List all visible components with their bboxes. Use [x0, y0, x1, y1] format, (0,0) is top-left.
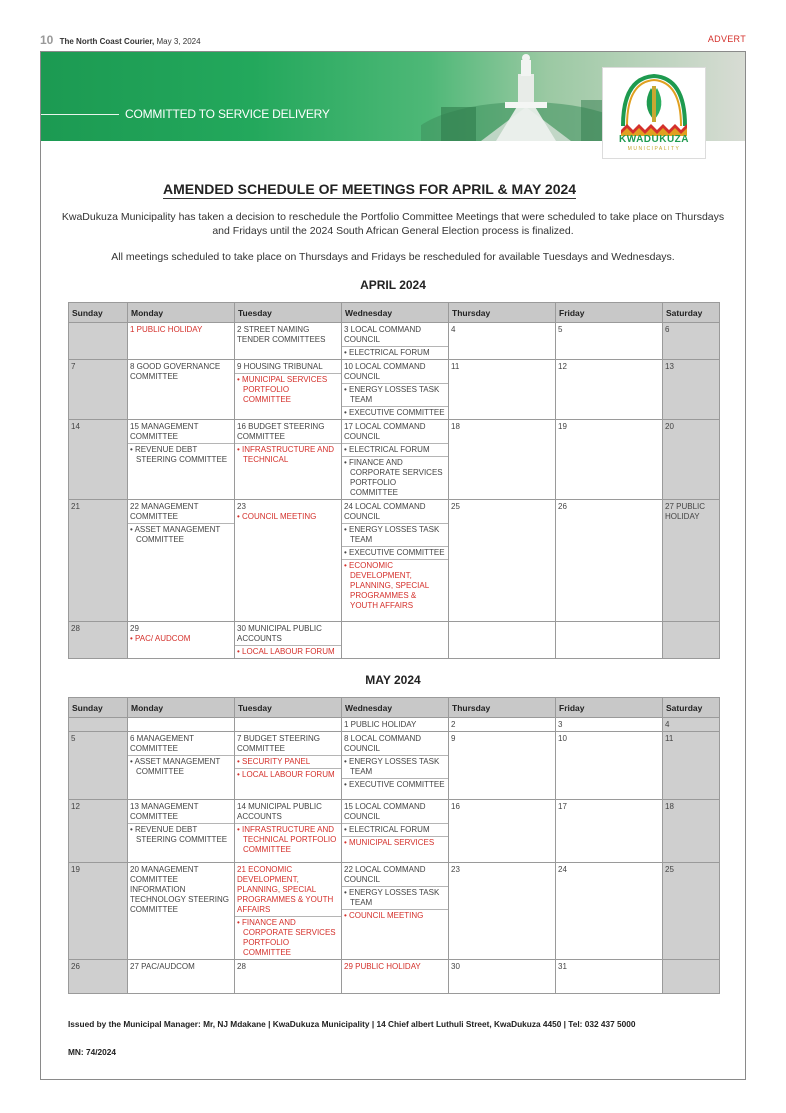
- item-divider: [342, 778, 448, 779]
- intro-note: All meetings scheduled to take place on Thursdays and Fridays be rescheduled for available Tuesdays and Wednesdays.: [111, 251, 675, 263]
- meeting-item: INFORMATION TECHNOLOGY STEERING COMMITTEE: [130, 885, 229, 914]
- meeting-item: • PAC/ AUDCOM: [130, 634, 191, 643]
- day-cell-monday: [128, 360, 235, 420]
- may-day-header-row: [69, 698, 720, 718]
- day-cell-tuesday: [235, 732, 342, 800]
- meeting-item: • EXECUTIVE COMMITTEE: [344, 408, 445, 417]
- day-entry: 19: [71, 865, 80, 874]
- logo-subtitle: MUNICIPALITY: [627, 146, 681, 152]
- day-entry: 8 LOCAL COMMAND COUNCIL: [344, 734, 422, 753]
- day-entry: 2 STREET NAMING TENDER COMMITTEES: [237, 325, 326, 344]
- day-entry: 22 LOCAL COMMAND COUNCIL: [344, 865, 426, 884]
- meeting-item: • ASSET MANAGEMENT COMMITTEE: [130, 757, 221, 776]
- item-divider: [342, 443, 448, 444]
- meeting-item: • EXECUTIVE COMMITTEE: [344, 548, 445, 557]
- meeting-item: • LOCAL LABOUR FORUM: [237, 647, 335, 656]
- meeting-item: • ENERGY LOSSES TASK TEAM: [344, 757, 440, 776]
- day-cell-friday: [556, 718, 663, 732]
- day-entry: 14 MUNICIPAL PUBLIC ACCOUNTS: [237, 802, 322, 821]
- april-calendar: [68, 302, 720, 659]
- day-cell-saturday: [663, 420, 720, 500]
- april-day-header-row: [69, 303, 720, 323]
- day-cell-saturday: [663, 500, 720, 622]
- day-entry: 15 LOCAL COMMAND COUNCIL: [344, 802, 426, 821]
- day-header-monday: Monday: [128, 303, 235, 323]
- day-header-wednesday: Wednesday: [342, 303, 449, 323]
- logo-emblem-icon: [611, 70, 697, 136]
- day-entry: 5: [558, 325, 563, 334]
- banner-rule: [41, 114, 119, 115]
- item-divider: [235, 768, 341, 769]
- meeting-item: • EXECUTIVE COMMITTEE: [344, 780, 445, 789]
- item-divider: [235, 916, 341, 917]
- issuer-footer: Issued by the Municipal Manager: Mr, NJ Mdakane | KwaDukuza Municipality | 14 Chief albert Luthuli Street, KwaDukuza 4450 | Tel: 032 437 5000: [68, 1019, 636, 1029]
- kwadukuza-logo: [602, 67, 706, 159]
- item-divider: [342, 346, 448, 347]
- day-header-sunday: Sunday: [69, 303, 128, 323]
- day-cell-wednesday: [342, 732, 449, 800]
- day-cell-monday: [128, 960, 235, 994]
- day-entry: 26: [558, 502, 567, 511]
- day-cell-sunday: [69, 360, 128, 420]
- meeting-item: • LOCAL LABOUR FORUM: [237, 770, 335, 779]
- item-divider: [342, 559, 448, 560]
- day-entry: 28: [71, 624, 80, 633]
- day-entry: 17 LOCAL COMMAND COUNCIL: [344, 422, 426, 441]
- meeting-item: • ECONOMIC DEVELOPMENT, PLANNING, SPECIAL PROGRAMMES & YOUTH AFFAIRS: [344, 561, 429, 610]
- day-cell-tuesday: [235, 323, 342, 360]
- item-divider: [342, 546, 448, 547]
- meeting-item: • INFRASTRUCTURE AND TECHNICAL PORTFOLIO COMMITTEE: [237, 825, 337, 854]
- meeting-item: • SECURITY PANEL: [237, 757, 311, 766]
- meeting-item: • MUNICIPAL SERVICES PORTFOLIO COMMITTEE: [237, 375, 328, 404]
- day-entry: 9 HOUSING TRIBUNAL: [237, 362, 323, 371]
- day-cell-sunday: [69, 420, 128, 500]
- day-entry: 16: [451, 802, 460, 811]
- meeting-item: • MUNICIPAL SERVICES: [344, 838, 435, 847]
- item-divider: [342, 909, 448, 910]
- day-cell-wednesday: [342, 960, 449, 994]
- day-cell-monday: [128, 622, 235, 659]
- item-divider: [342, 886, 448, 887]
- day-cell-monday: [128, 863, 235, 960]
- may-weeks: [69, 718, 720, 994]
- item-divider: [342, 836, 448, 837]
- day-entry: 25: [451, 502, 460, 511]
- calendar-week-row: [69, 863, 720, 960]
- day-cell-thursday: [449, 960, 556, 994]
- april-weeks: [69, 323, 720, 659]
- day-header-wednesday: Wednesday: [342, 698, 449, 718]
- day-header-thursday: Thursday: [449, 698, 556, 718]
- day-cell-thursday: [449, 718, 556, 732]
- day-entry: 20: [665, 422, 674, 431]
- day-cell-thursday: [449, 420, 556, 500]
- item-divider: [235, 443, 341, 444]
- meeting-item: • ELECTRICAL FORUM: [344, 445, 430, 454]
- newspaper-name: The North Coast Courier,: [59, 37, 155, 46]
- day-entry: 26: [71, 962, 80, 971]
- day-cell-monday: [128, 500, 235, 622]
- day-entry: 27 PUBLIC HOLIDAY: [665, 502, 706, 521]
- calendar-week-row: [69, 718, 720, 732]
- day-cell-friday: [556, 360, 663, 420]
- day-cell-saturday: [663, 800, 720, 863]
- day-cell-wednesday: [342, 500, 449, 622]
- day-cell-thursday: [449, 863, 556, 960]
- day-cell-sunday: [69, 500, 128, 622]
- notice-number: MN: 74/2024: [68, 1047, 116, 1057]
- day-entry: 28: [237, 962, 246, 971]
- day-cell-thursday: [449, 622, 556, 659]
- day-cell-wednesday: [342, 420, 449, 500]
- day-entry: 22 MANAGEMENT COMMITTEE: [130, 502, 199, 521]
- day-entry: 11: [665, 734, 674, 743]
- day-entry: 6 MANAGEMENT COMMITTEE: [130, 734, 194, 753]
- day-entry: 30 MUNICIPAL PUBLIC ACCOUNTS: [237, 624, 322, 643]
- calendar-week-row: [69, 500, 720, 622]
- day-entry: 16 BUDGET STEERING COMMITTEE: [237, 422, 325, 441]
- day-cell-wednesday: [342, 800, 449, 863]
- meeting-item: • COUNCIL MEETING: [237, 512, 317, 521]
- meeting-item: • ELECTRICAL FORUM: [344, 348, 430, 357]
- day-entry: 5: [71, 734, 76, 743]
- day-cell-friday: [556, 500, 663, 622]
- day-entry: 18: [451, 422, 460, 431]
- day-cell-saturday: [663, 863, 720, 960]
- day-header-monday: Monday: [128, 698, 235, 718]
- day-entry: 2: [451, 720, 456, 729]
- day-cell-tuesday: [235, 863, 342, 960]
- meeting-item: • COUNCIL MEETING: [344, 911, 424, 920]
- day-entry: 8 GOOD GOVERNANCE COMMITTEE: [130, 362, 221, 381]
- day-entry: 1 PUBLIC HOLIDAY: [130, 325, 203, 334]
- day-cell-saturday: [663, 622, 720, 659]
- day-cell-tuesday: [235, 500, 342, 622]
- day-entry: 9: [451, 734, 456, 743]
- april-heading: APRIL 2024: [360, 278, 426, 292]
- day-cell-wednesday: [342, 718, 449, 732]
- item-divider: [235, 823, 341, 824]
- day-entry: 20 MANAGEMENT COMMITTEE: [130, 865, 199, 884]
- calendar-week-row: [69, 323, 720, 360]
- day-cell-thursday: [449, 500, 556, 622]
- day-entry: 7: [71, 362, 76, 371]
- day-cell-tuesday: [235, 622, 342, 659]
- day-entry: 29 PUBLIC HOLIDAY: [344, 962, 421, 971]
- day-entry: 21: [71, 502, 80, 511]
- item-divider: [342, 456, 448, 457]
- day-entry: 4: [665, 720, 670, 729]
- day-entry: 13: [665, 362, 674, 371]
- day-entry: 12: [558, 362, 567, 371]
- item-divider: [235, 373, 341, 374]
- day-entry: 7 BUDGET STEERING COMMITTEE: [237, 734, 320, 753]
- item-divider: [342, 406, 448, 407]
- banner-tagline: COMMITTED TO SERVICE DELIVERY: [125, 107, 330, 121]
- day-cell-sunday: [69, 960, 128, 994]
- meeting-item: • ASSET MANAGEMENT COMMITTEE: [130, 525, 221, 544]
- day-cell-friday: [556, 732, 663, 800]
- day-cell-thursday: [449, 323, 556, 360]
- day-cell-tuesday: [235, 718, 342, 732]
- calendar-week-row: [69, 800, 720, 863]
- page-header: [40, 33, 746, 47]
- day-entry: 29: [130, 624, 139, 633]
- may-calendar: [68, 697, 720, 994]
- meeting-item: • ELECTRICAL FORUM: [344, 825, 430, 834]
- day-entry: 23: [237, 502, 246, 511]
- day-cell-sunday: [69, 323, 128, 360]
- day-header-friday: Friday: [556, 303, 663, 323]
- may-heading: MAY 2024: [365, 673, 421, 687]
- day-cell-sunday: [69, 622, 128, 659]
- item-divider: [342, 523, 448, 524]
- day-entry: 15 MANAGEMENT COMMITTEE: [130, 422, 199, 441]
- day-cell-tuesday: [235, 360, 342, 420]
- item-divider: [342, 823, 448, 824]
- day-entry: 23: [451, 865, 460, 874]
- meeting-item: • REVENUE DEBT STEERING COMMITTEE: [130, 445, 228, 464]
- day-header-sunday: Sunday: [69, 698, 128, 718]
- day-cell-sunday: [69, 718, 128, 732]
- day-cell-tuesday: [235, 960, 342, 994]
- item-divider: [342, 755, 448, 756]
- day-cell-monday: [128, 323, 235, 360]
- day-header-saturday: Saturday: [663, 698, 720, 718]
- day-entry: 6: [665, 325, 670, 334]
- day-entry: 4: [451, 325, 456, 334]
- day-entry: 3: [558, 720, 563, 729]
- day-cell-saturday: [663, 323, 720, 360]
- calendar-week-row: [69, 732, 720, 800]
- day-cell-saturday: [663, 360, 720, 420]
- calendar-week-row: [69, 622, 720, 659]
- item-divider: [342, 383, 448, 384]
- day-cell-monday: [128, 420, 235, 500]
- day-cell-friday: [556, 622, 663, 659]
- day-header-tuesday: Tuesday: [235, 698, 342, 718]
- day-entry: 24: [558, 865, 567, 874]
- day-cell-thursday: [449, 800, 556, 863]
- day-entry: 3 LOCAL COMMAND COUNCIL: [344, 325, 422, 344]
- day-cell-friday: [556, 800, 663, 863]
- calendar-week-row: [69, 420, 720, 500]
- day-entry: 25: [665, 865, 674, 874]
- item-divider: [235, 645, 341, 646]
- page-number: 10: [40, 33, 54, 47]
- day-cell-thursday: [449, 732, 556, 800]
- intro-paragraph: KwaDukuza Municipality has taken a decision to reschedule the Portfolio Committee Meetings that were scheduled to take place on Thursdays and Fridays until the 2024 South African General Election process is finalized.: [61, 211, 725, 237]
- meeting-item: • FINANCE AND CORPORATE SERVICES PORTFOLIO COMMITTEE: [237, 918, 336, 957]
- calendar-week-row: [69, 360, 720, 420]
- day-cell-saturday: [663, 960, 720, 994]
- item-divider: [128, 443, 234, 444]
- day-cell-sunday: [69, 800, 128, 863]
- day-entry: 10: [558, 734, 567, 743]
- day-entry: 27 PAC/AUDCOM: [130, 962, 195, 971]
- meeting-item: • ENERGY LOSSES TASK TEAM: [344, 385, 440, 404]
- day-cell-sunday: [69, 863, 128, 960]
- day-entry: 24 LOCAL COMMAND COUNCIL: [344, 502, 426, 521]
- day-entry: 18: [665, 802, 674, 811]
- day-entry: 19: [558, 422, 567, 431]
- day-cell-wednesday: [342, 863, 449, 960]
- day-cell-saturday: [663, 718, 720, 732]
- calendar-week-row: [69, 960, 720, 994]
- day-cell-monday: [128, 732, 235, 800]
- day-header-friday: Friday: [556, 698, 663, 718]
- day-entry: 31: [558, 962, 567, 971]
- meeting-item: • ENERGY LOSSES TASK TEAM: [344, 888, 440, 907]
- meeting-item: • REVENUE DEBT STEERING COMMITTEE: [130, 825, 228, 844]
- meeting-item: • ENERGY LOSSES TASK TEAM: [344, 525, 440, 544]
- day-entry: 17: [558, 802, 567, 811]
- item-divider: [128, 755, 234, 756]
- day-entry: 11: [451, 362, 460, 371]
- day-header-thursday: Thursday: [449, 303, 556, 323]
- day-entry: 30: [451, 962, 460, 971]
- meeting-item: • FINANCE AND CORPORATE SERVICES PORTFOLIO COMMITTEE: [344, 458, 443, 497]
- day-cell-thursday: [449, 360, 556, 420]
- logo-name: KWADUKUZA: [618, 134, 690, 145]
- day-cell-wednesday: [342, 323, 449, 360]
- monument-image: [421, 52, 631, 141]
- day-cell-monday: [128, 718, 235, 732]
- page-title: AMENDED SCHEDULE OF MEETINGS FOR APRIL & MAY 2024: [163, 181, 577, 197]
- advert-frame: [40, 51, 746, 1080]
- day-cell-monday: [128, 800, 235, 863]
- day-entry: 12: [71, 802, 80, 811]
- meeting-item: • INFRASTRUCTURE AND TECHNICAL: [237, 445, 335, 464]
- day-entry: 10 LOCAL COMMAND COUNCIL: [344, 362, 426, 381]
- day-cell-friday: [556, 323, 663, 360]
- day-entry: 1 PUBLIC HOLIDAY: [344, 720, 417, 729]
- day-cell-sunday: [69, 732, 128, 800]
- day-cell-friday: [556, 420, 663, 500]
- day-cell-friday: [556, 863, 663, 960]
- day-entry: 21 ECONOMIC DEVELOPMENT, PLANNING, SPECIAL PROGRAMMES & YOUTH AFFAIRS: [237, 865, 334, 914]
- day-cell-wednesday: [342, 360, 449, 420]
- item-divider: [128, 523, 234, 524]
- issue-date: May 3, 2024: [156, 37, 201, 46]
- section-label: ADVERT: [707, 34, 746, 44]
- day-entry: 14: [71, 422, 80, 431]
- day-header-tuesday: Tuesday: [235, 303, 342, 323]
- day-cell-tuesday: [235, 420, 342, 500]
- day-cell-tuesday: [235, 800, 342, 863]
- day-header-saturday: Saturday: [663, 303, 720, 323]
- day-cell-friday: [556, 960, 663, 994]
- day-cell-saturday: [663, 732, 720, 800]
- day-cell-wednesday: [342, 622, 449, 659]
- day-entry: 13 MANAGEMENT COMMITTEE: [130, 802, 199, 821]
- item-divider: [235, 755, 341, 756]
- item-divider: [128, 823, 234, 824]
